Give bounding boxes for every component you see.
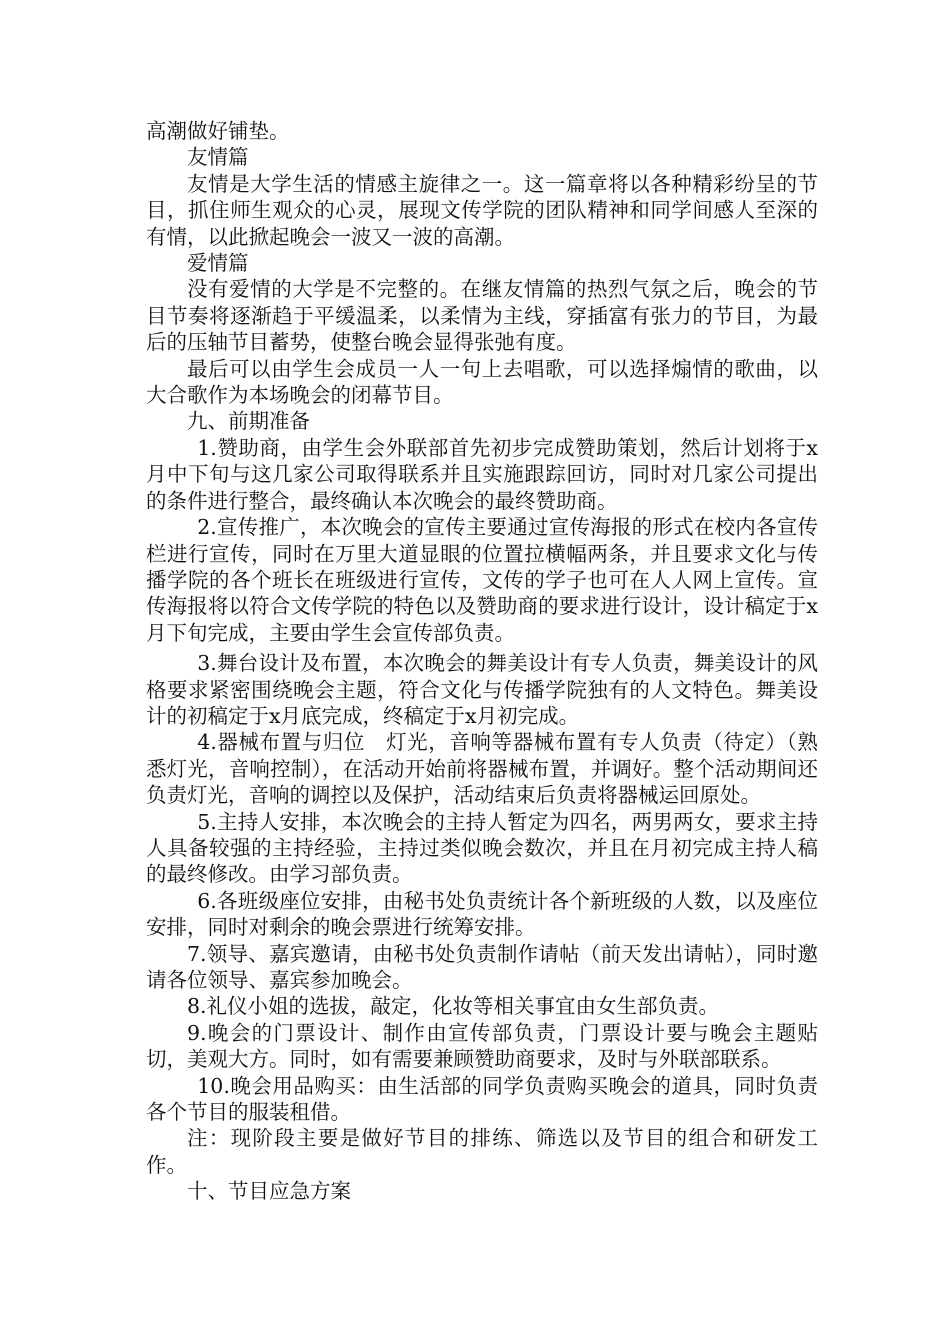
- list-item-promotion: 2.宣传推广，本次晚会的宣传主要通过宣传海报的形式在校内各宣传栏进行宣传，同时在万里大道显眼的位置拉横幅两条，并且要求文化与传播学院的各个班长在班级进行宣传，文传的学子也可在人人网上宣传。宣传海报将以符合文传学院的特色以及赞助商的要求进行设计，设计稿定于x月下旬完成，主要由学生会宣传部负责。: [146, 515, 818, 645]
- list-item-supplies: 10.晚会用品购买：由生活部的同学负责购买晚会的道具，同时负责各个节目的服装租借。: [146, 1073, 818, 1125]
- paragraph-continuation: 高潮做好铺垫。: [146, 119, 290, 143]
- document-page: [146, 118, 818, 1205]
- list-item-host: 5.主持人安排，本次晚会的主持人暂定为四名，两男两女，要求主持人具备较强的主持经验，主持过类似晚会数次，并且在月初完成主持人稿的最终修改。由学习部负责。: [146, 809, 818, 887]
- paragraph-friendship: 友情是大学生活的情感主旋律之一。这一篇章将以各种精彩纷呈的节目，抓住师生观众的心灵，展现文传学院的团队精神和同学间感人至深的有情，以此掀起晚会一波又一波的高潮。: [146, 171, 818, 249]
- list-item-sponsor: 1.赞助商，由学生会外联部首先初步完成赞助策划，然后计划将于x月中下旬与这几家公司取得联系并且实施跟踪回访，同时对几家公司提出的条件进行整合，最终确认本次晚会的最终赞助商。: [146, 435, 818, 513]
- list-item-equipment: 4.器械布置与归位 灯光，音响等器械布置有专人负责（待定）（熟悉灯光，音响控制），在活动开始前将器械布置，并调好。整个活动期间还负责灯光，音响的调控以及保护，活动结束后负责将器械运回原处。: [146, 730, 818, 808]
- list-item-stage: 3.舞台设计及布置，本次晚会的舞美设计有专人负责，舞美设计的风格要求紧密围绕晚会主题，符合文化与传播学院独有的人文特色。舞美设计的初稿定于x月底完成，终稿定于x月初完成。: [146, 651, 818, 728]
- list-item-etiquette: 8.礼仪小姐的选拔，敲定，化妆等相关事宜由女生部负责。: [187, 994, 720, 1019]
- section-heading-friendship: 友情篇: [187, 145, 249, 170]
- section-heading-preparation: 九、前期准备: [187, 409, 310, 434]
- list-item-ticket: 9.晚会的门票设计、制作由宣传部负责，门票设计要与晚会主题贴切，美观大方。同时，如有需要兼顾赞助商要求，及时与外联部联系。: [146, 1020, 818, 1072]
- paragraph-love: 没有爱情的大学是不完整的。在继友情篇的热烈气氛之后，晚会的节目节奏将逐渐趋于平缓温柔，以柔情为主线，穿插富有张力的节目，为最后的压轴节目蓄势，使整台晚会显得张弛有度。: [146, 277, 818, 355]
- section-heading-emergency: 十、节目应急方案: [187, 1179, 351, 1204]
- section-heading-love: 爱情篇: [187, 251, 249, 276]
- list-item-invitation: 7.领导、嘉宾邀请，由秘书处负责制作请帖（前天发出请帖），同时邀请各位领导、嘉宾参加晚会。: [146, 941, 818, 992]
- list-item-seating: 6.各班级座位安排，由秘书处负责统计各个新班级的人数，以及座位安排，同时对剩余的晚会票进行统筹安排。: [146, 888, 818, 940]
- paragraph-finale: 最后可以由学生会成员一人一句上去唱歌，可以选择煽情的歌曲，以大合歌作为本场晚会的闭幕节目。: [146, 356, 818, 408]
- paragraph-note: 注：现阶段主要是做好节目的排练、筛选以及节目的组合和研发工作。: [146, 1126, 818, 1177]
